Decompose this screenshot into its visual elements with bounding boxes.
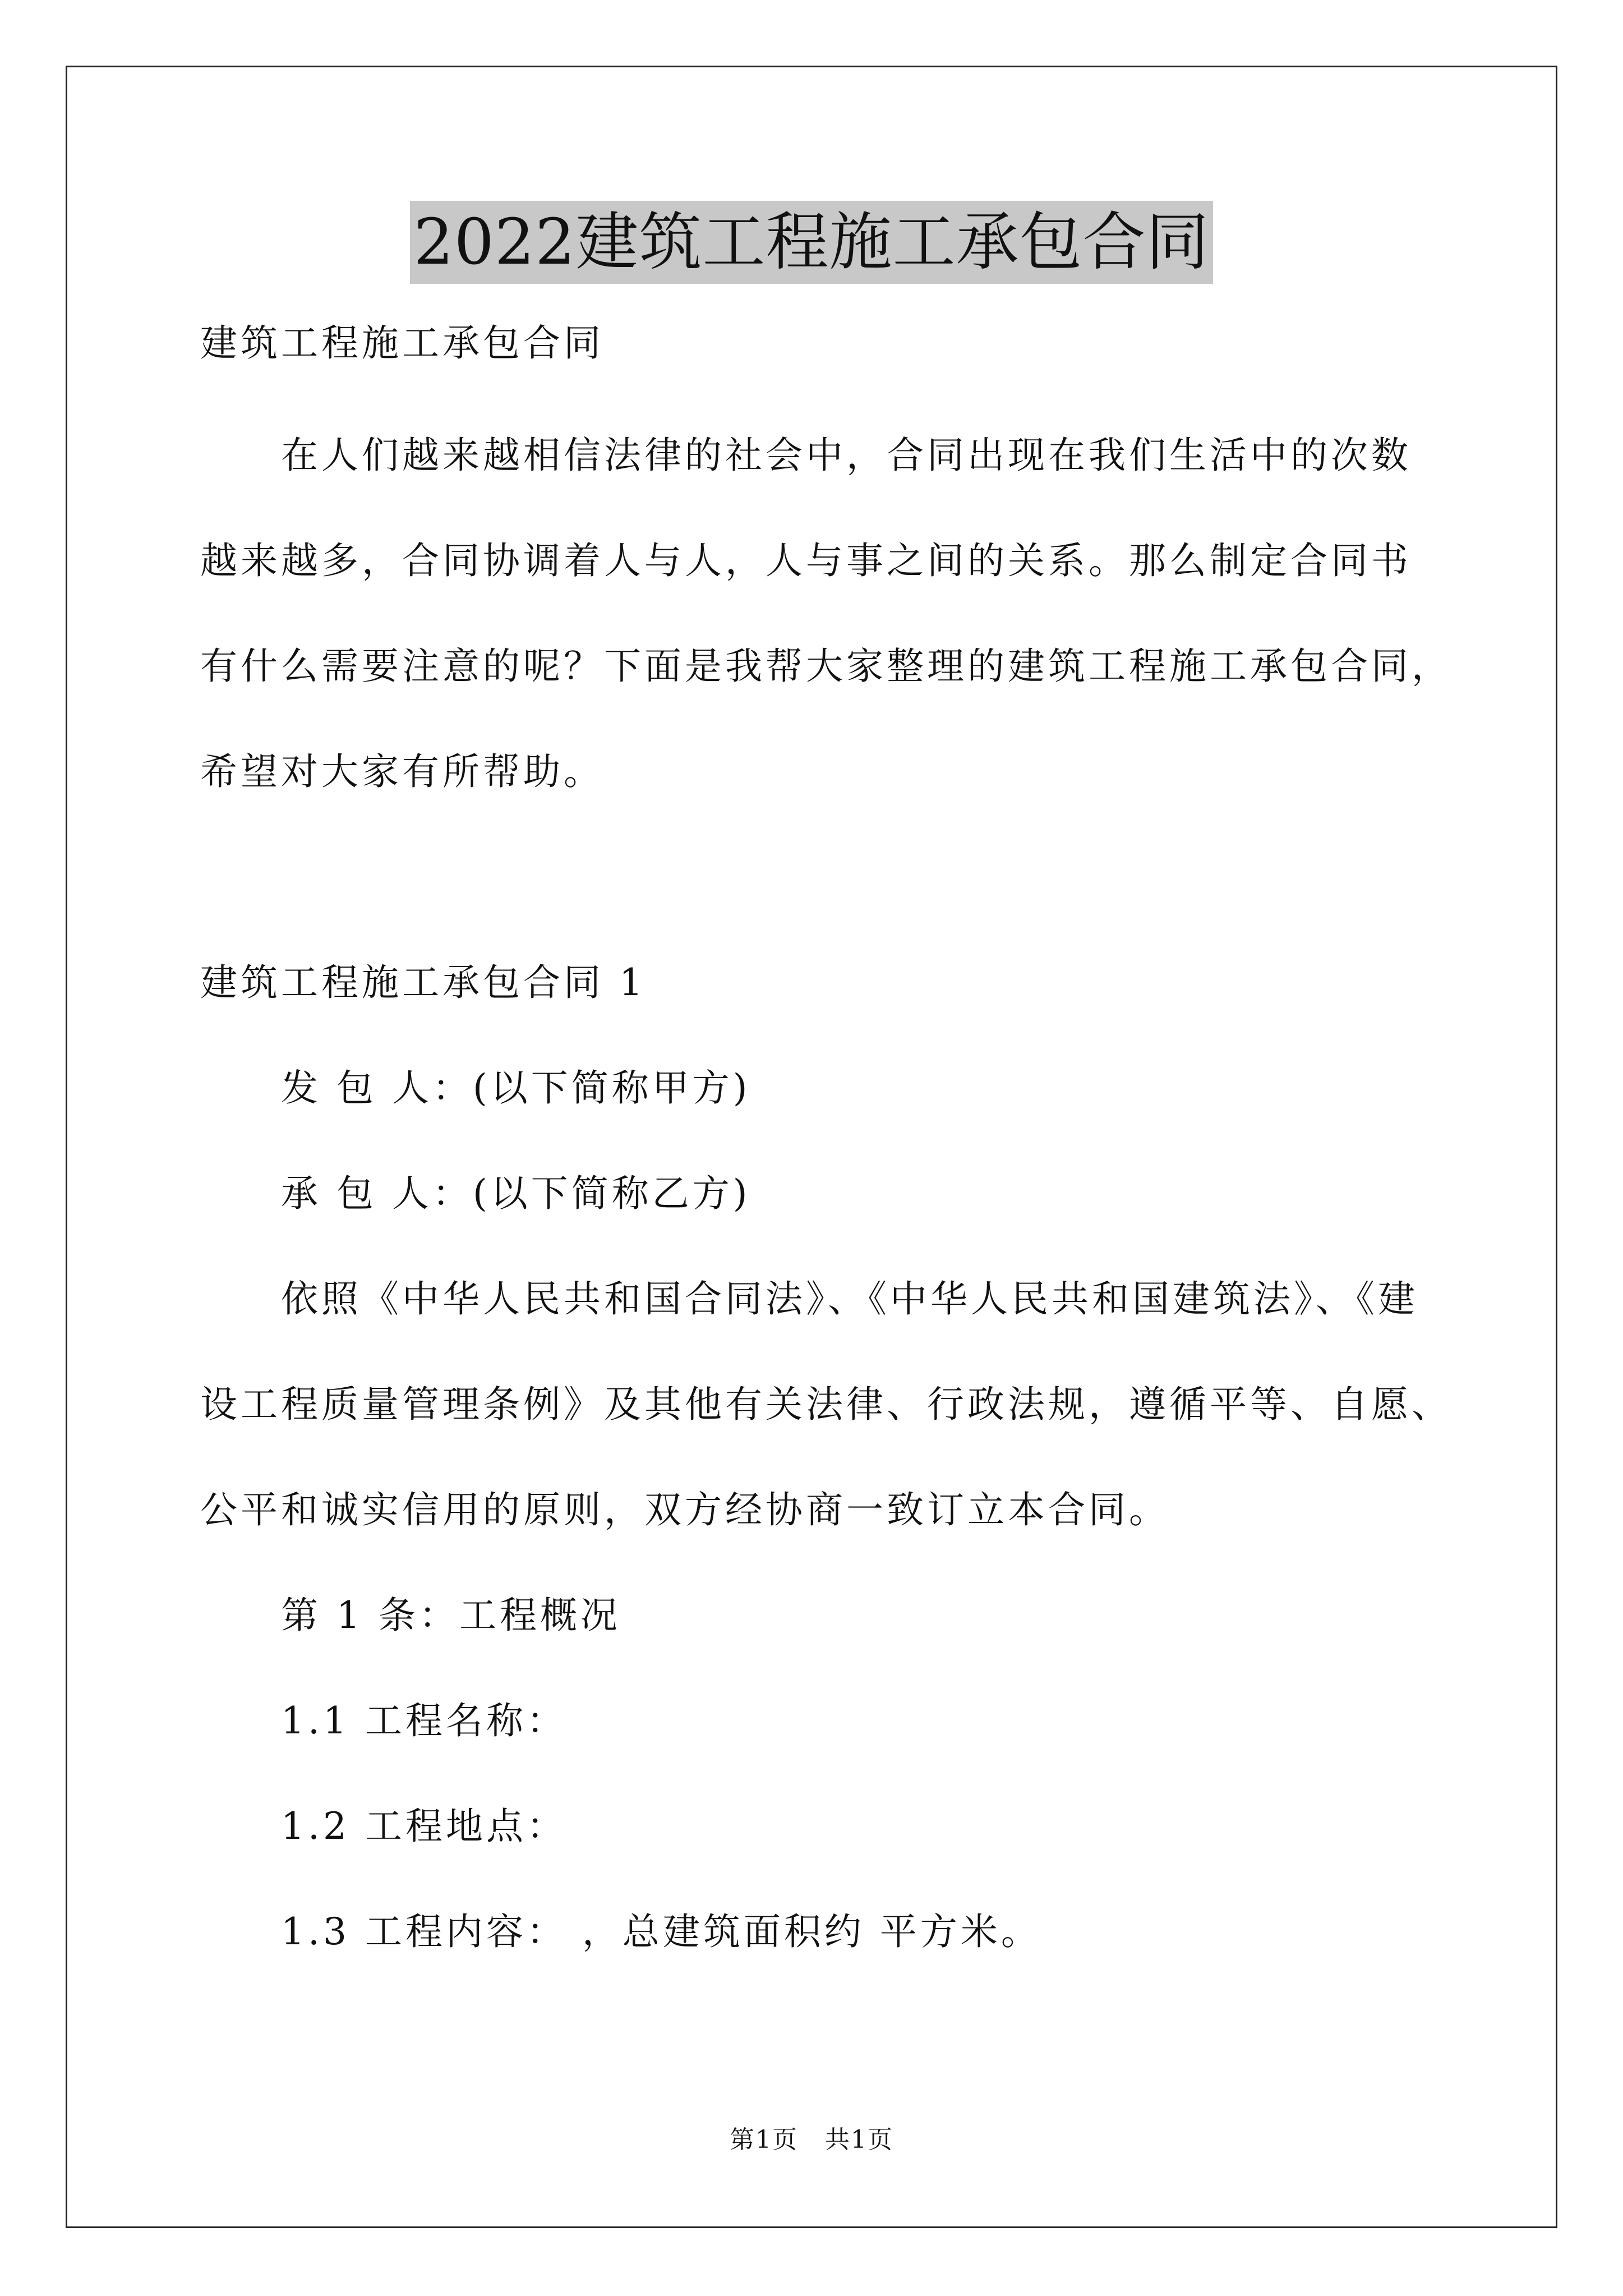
document-title: 2022建筑工程施工承包合同: [410, 201, 1212, 284]
title-container: [0, 201, 1623, 284]
text-line: 1.3 工程内容： ，总建筑面积约 平方米。: [281, 1910, 1041, 1953]
text-line: 公平和诚实信用的原则，双方经协商一致订立本合同。: [200, 1488, 1169, 1531]
text-line: 设工程质量管理条例》及其他有关法律、行政法规，遵循平等、自愿、: [200, 1383, 1452, 1426]
section-heading: 建筑工程施工承包合同: [200, 321, 604, 365]
text-line: 在人们越来越相信法律的社会中，合同出现在我们生活中的次数: [281, 434, 1412, 477]
page-footer: [0, 2119, 1623, 2155]
text-line: 希望对大家有所帮助。: [200, 750, 604, 793]
text-line: 越来越多，合同协调着人与人，人与事之间的关系。那么制定合同书: [200, 539, 1412, 582]
clause-heading: 第 1 条：工程概况: [281, 1594, 621, 1637]
text-line: 依照《中华人民共和国合同法》、《中华人民共和国建筑法》、《建: [281, 1277, 1418, 1320]
text-line: 发 包 人：(以下简称甲方): [281, 1066, 751, 1110]
text-line: 承 包 人：(以下简称乙方): [281, 1172, 751, 1215]
text-line: 有什么需要注意的呢？下面是我帮大家整理的建筑工程施工承包合同，: [200, 645, 1452, 688]
section-heading: 建筑工程施工承包合同 1: [200, 961, 646, 1004]
text-line: 1.1 工程名称：: [281, 1699, 567, 1742]
text-line: 1.2 工程地点：: [281, 1805, 567, 1848]
page-number: 第1页: [730, 2125, 798, 2154]
page-total: 共1页: [825, 2125, 893, 2154]
